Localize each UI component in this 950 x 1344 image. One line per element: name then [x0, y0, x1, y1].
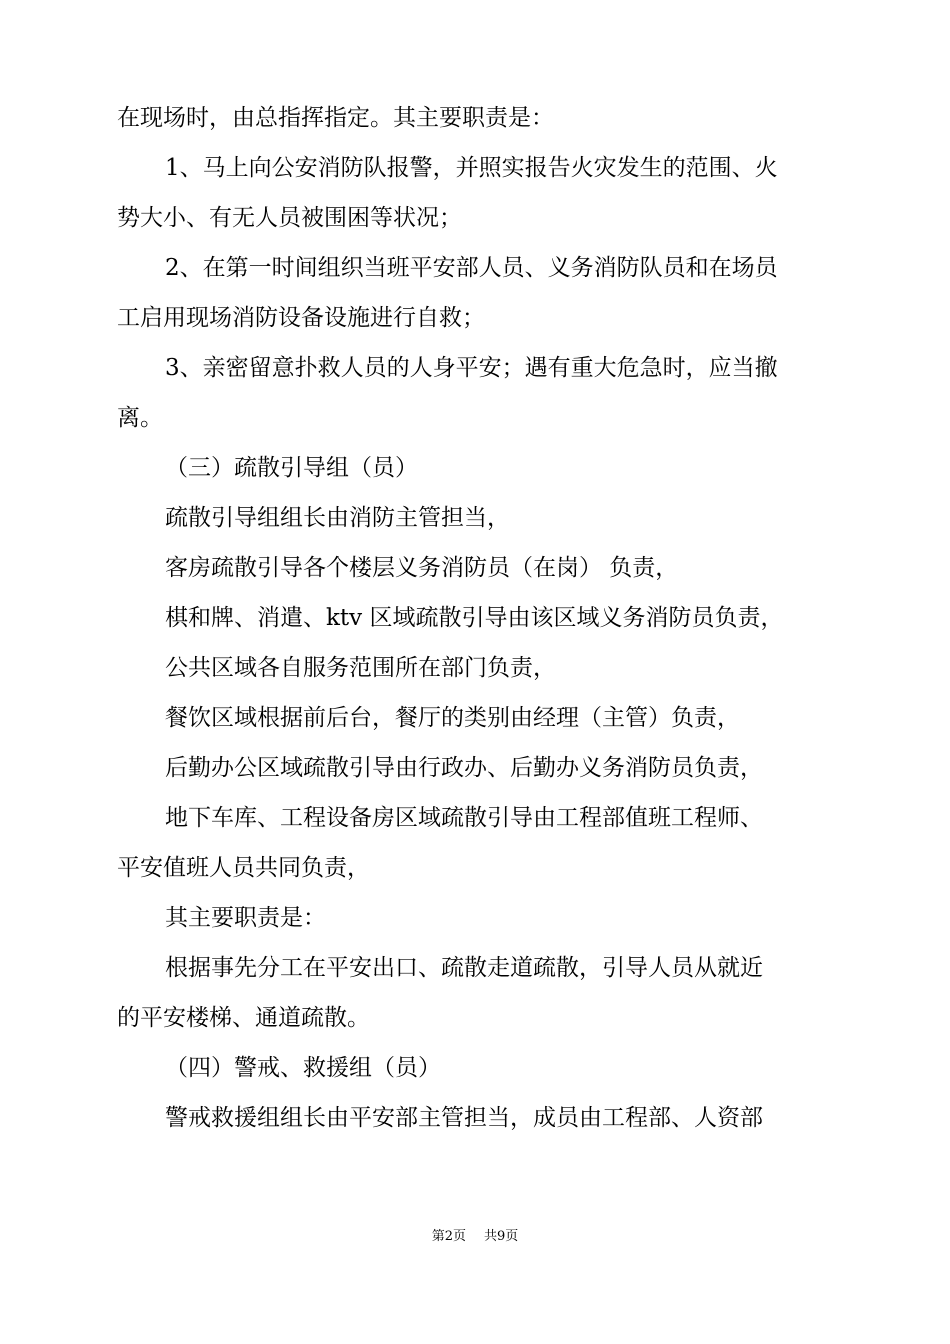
- text-line: [0, 398, 950, 438]
- text-line: [0, 748, 950, 788]
- line-text: 疏散引导组组长由消防主管担当，: [165, 505, 510, 531]
- text-line: [0, 98, 950, 138]
- text-line: [0, 948, 950, 988]
- text-line: [0, 298, 950, 338]
- text-line: [0, 998, 950, 1038]
- line-text: 其主要职责是：: [165, 905, 326, 931]
- text-line: [0, 348, 950, 388]
- text-line: [0, 548, 950, 588]
- text-line: [0, 498, 950, 538]
- line-text: 餐饮区域根据前后台，餐厅的类别由经理（主管）负责，: [165, 705, 740, 731]
- text-line: [0, 1098, 950, 1138]
- line-text: 地下车库、工程设备房区域疏散引导由工程部值班工程师、: [165, 805, 763, 831]
- text-line: [0, 148, 950, 188]
- text-line: [0, 698, 950, 738]
- line-text: 客房疏散引导各个楼层义务消防员（在岗） 负责，: [165, 555, 679, 581]
- text-line: [0, 198, 950, 238]
- line-text: 3、亲密留意扑救人员的人身平安；遇有重大危急时，应当撤: [165, 355, 778, 381]
- line-text: 势大小、有无人员被围困等状况；: [117, 205, 462, 231]
- total-pages: 共9页: [484, 1229, 519, 1244]
- text-line: [0, 898, 950, 938]
- line-text: 后勤办公区域疏散引导由行政办、后勤办义务消防员负责，: [165, 755, 763, 781]
- text-line: [0, 1048, 950, 1088]
- page-number: 第2页: [431, 1229, 466, 1244]
- line-text: 的平安楼梯、通道疏散。: [117, 1005, 370, 1031]
- text-line: [0, 848, 950, 888]
- line-text: 2、在第一时间组织当班平安部人员、义务消防队员和在场员: [165, 255, 778, 281]
- line-text: 在现场时，由总指挥指定。其主要职责是：: [117, 105, 554, 131]
- text-line: [0, 798, 950, 838]
- line-text: 警戒救援组组长由平安部主管担当，成员由工程部、人资部: [165, 1105, 763, 1131]
- line-text: 根据事先分工在平安出口、疏散走道疏散，引导人员从就近: [165, 955, 763, 981]
- line-text: 工启用现场消防设备设施进行自救；: [117, 305, 485, 331]
- text-line: [0, 248, 950, 288]
- text-line: [0, 648, 950, 688]
- section-heading: （三）疏散引导组（员）: [165, 455, 418, 481]
- line-text: 公共区域各自服务范围所在部门负责，: [165, 655, 556, 681]
- text-line: [0, 448, 950, 488]
- text-line: [0, 598, 950, 638]
- line-text: 平安值班人员共同负责，: [117, 855, 370, 881]
- page-footer: [0, 1228, 950, 1246]
- line-text: 棋和牌、消遣、ktv 区域疏散引导由该区域义务消防员负责，: [165, 605, 784, 631]
- section-heading: （四）警戒、救援组（员）: [165, 1055, 441, 1081]
- line-text: 离。: [117, 405, 163, 431]
- line-text: 1、马上向公安消防队报警，并照实报告火灾发生的范围、火: [165, 155, 778, 181]
